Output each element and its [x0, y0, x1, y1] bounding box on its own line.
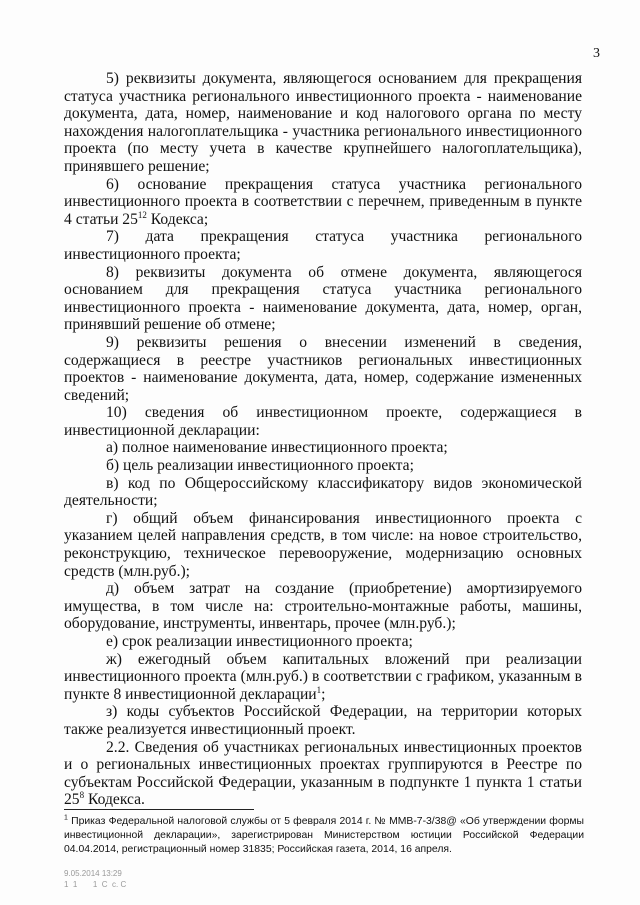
paragraph-subitem-zh: ж) ежегодный объем капитальных вложений при реализации инвестиционного проекта (млн.руб.) в соответствии с графиком, указанным в пункте 8 инвестиционной декларации$^1$; [64, 650, 582, 703]
paragraph-subitem-a: а) полное наименование инвестиционного проекта; [106, 439, 448, 457]
superscript: 12 [137, 209, 147, 220]
footnote-text: Приказ Федеральной налоговой службы от 5 февраля 2014 г. № ММВ-7-3/38@ «Об утверждении формы инвестиционной декларации», зарегистрирован Министерством юстиции Российской Федерации 04.04.2014, регистрационный номер 31835; Российская газета, 2014, 16 апреля. [64, 816, 584, 855]
paragraph-item-9: 9) реквизиты решения о внесении изменений в сведения, содержащиеся в реестре участников региональных инвестиционных проектов - наименование документа, дата, номер, содержание измененных сведений; [64, 333, 582, 404]
footnote-reference: 1 [316, 684, 322, 695]
footnote-divider [64, 809, 254, 810]
paragraph-subitem-v: в) код по Общероссийскому классификатору видов экономической деятельности; [64, 474, 582, 510]
paragraph-subitem-b: б) цель реализации инвестиционного проекта; [106, 457, 414, 475]
paragraph-item-10: 10) сведения об инвестиционном проекте, содержащиеся в инвестиционной декларации: [64, 404, 582, 439]
paragraph-subitem-z: з) коды субъектов Российской Федерации, на территории которых также реализуется инвестиционный проект. [64, 703, 582, 738]
paragraph-subitem-e: е) срок реализации инвестиционного проекта; [106, 633, 413, 650]
footnote [64, 815, 584, 857]
superscript: 8 [79, 790, 85, 801]
page-number: 3 [593, 46, 600, 61]
footnote-marker: 1 [64, 814, 68, 822]
paragraph-subitem-d: д) объем затрат на создание (приобретение) амортизируемого имущества, в том числе на: строительно-монтажные работы, машины, оборудование, инструменты, инвентарь, прочее (млн.руб.); [64, 580, 582, 633]
print-stamp [64, 868, 126, 890]
paragraph-item-6: 6) основание прекращения статуса участника регионального инвестиционного проекта в соответствии с перечнем, приведенным в пункте 4 статьи $25^{12}$ Кодекса; [64, 175, 582, 228]
paragraph-item-5: 5) реквизиты документа, являющегося основанием для прекращения статуса участника регионального инвестиционного проекта - наименование документа, дата, номер, наименование и код налогового органа по месту нахождения налогоплательщика - участника регионального инвестиционного проекта (по месту учета в качестве крупнейшего налогоплательщика), принявшего решение; [64, 70, 582, 175]
paragraph-subitem-g: г) общий объем финансирования инвестиционного проекта с указанием целей направления средств, в том числе: на новое строительство, реконструкцию, техническое перевооружение, модернизацию основных средств (млн.руб.); [64, 509, 582, 580]
paragraph-item-8: 8) реквизиты документа об отмене документа, являющегося основанием для прекращения статуса участника регионального инвестиционного проекта - наименование документа, дата, номер, орган, принявший решение об отмене; [64, 263, 582, 334]
stamp-line-2: 1 1 1 С с. С [64, 880, 127, 889]
stamp-line-1: 9.05.2014 13:29 [64, 869, 122, 878]
paragraph-item-7: 7) дата прекращения статуса участника регионального инвестиционного проекта; [64, 228, 582, 263]
paragraph-2-2: 2.2. Сведения об участниках региональных инвестиционных проектов и о региональных инвестиционных проектах группируются в Реестре по субъектам Российской Федерации, указанным в подпункте 1 пункта 1 статьи $25^8$ Кодекса. [64, 738, 582, 809]
document-body [64, 70, 582, 809]
